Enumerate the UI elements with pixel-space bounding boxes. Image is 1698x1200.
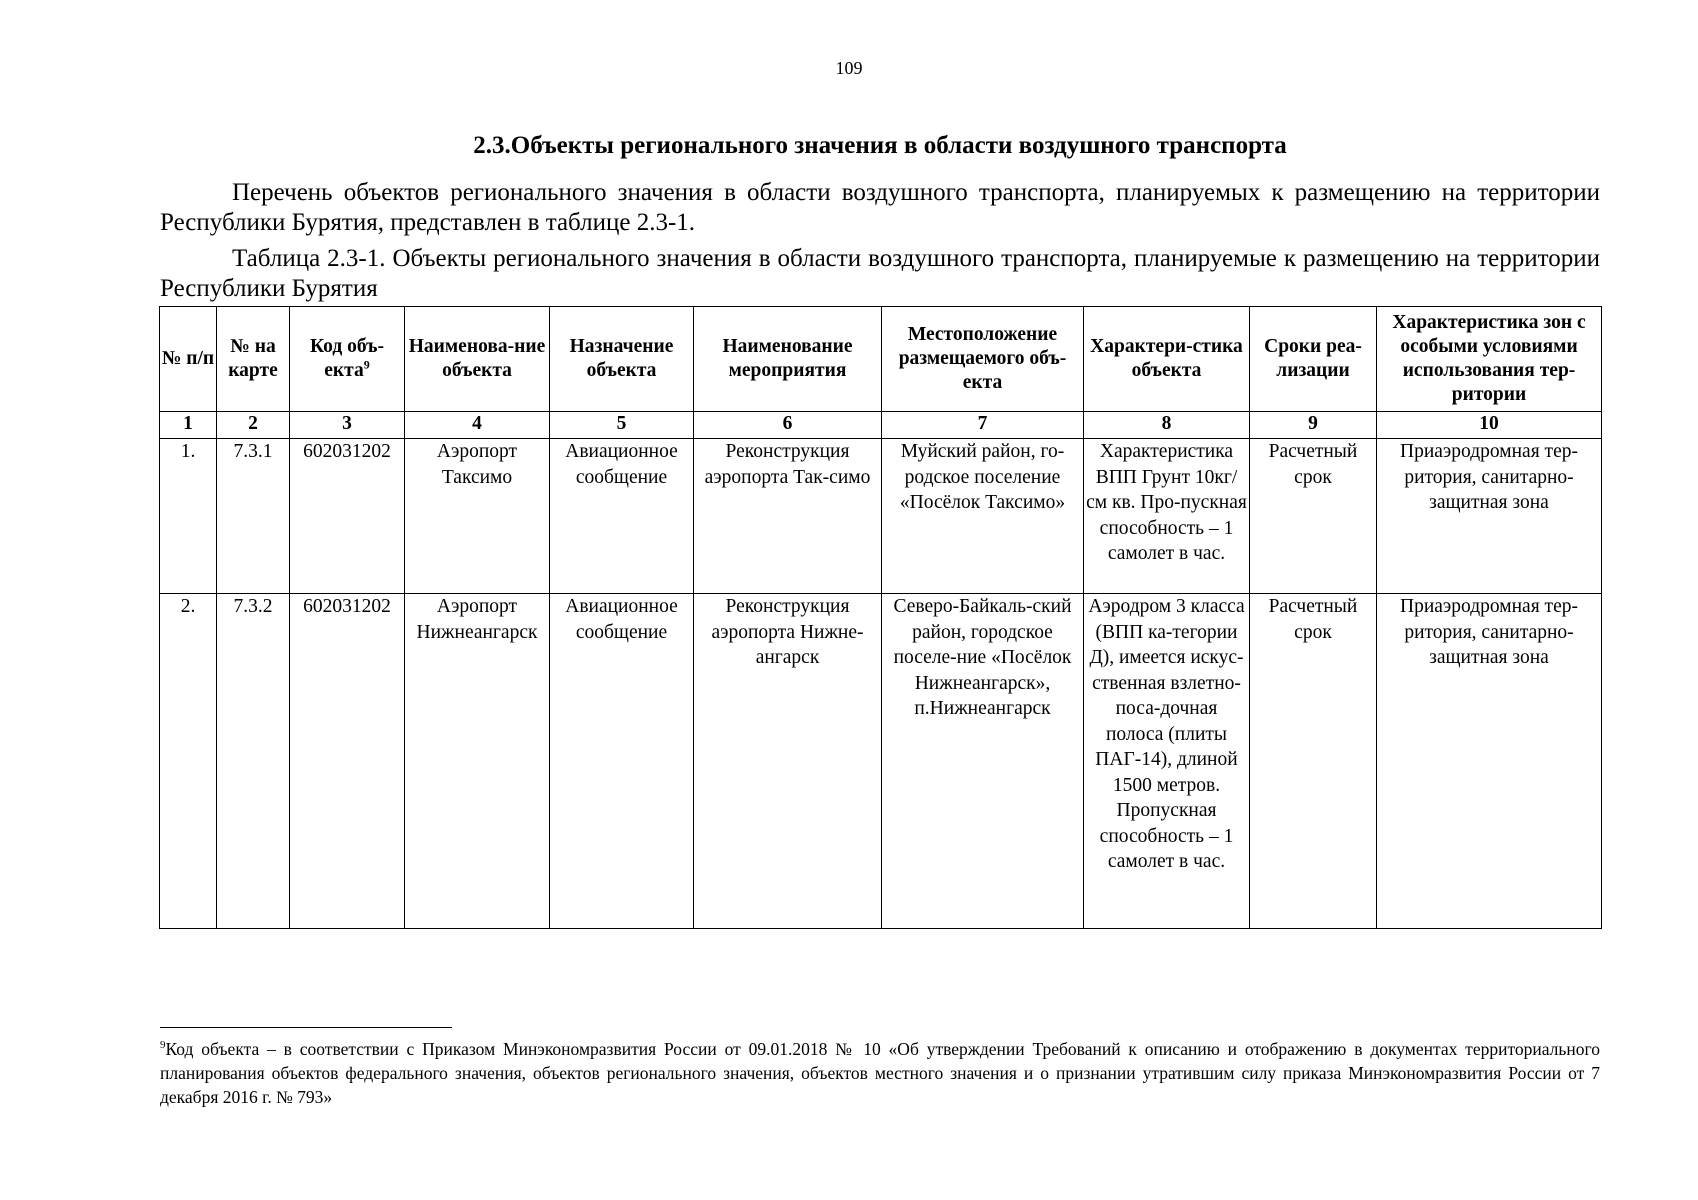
cell-code: 602031202 (290, 594, 405, 929)
column-number: 8 (1084, 412, 1250, 439)
column-number: 9 (1250, 412, 1377, 439)
cell-name: Аэропорт Таксимо (405, 439, 550, 594)
column-number: 7 (882, 412, 1084, 439)
cell-purpose: Авиационное сообщение (550, 439, 694, 594)
cell-code: 602031202 (290, 439, 405, 594)
column-number: 1 (160, 412, 217, 439)
table-row (160, 594, 1602, 929)
cell-number: 1. (160, 439, 217, 594)
cell-purpose: Авиационное сообщение (550, 594, 694, 929)
cell-activity: Реконструкция аэропорта Нижне-ангарск (694, 594, 882, 929)
column-number: 5 (550, 412, 694, 439)
footnote (160, 1037, 1600, 1109)
page-number: 109 (835, 58, 863, 78)
header-object-name: Наименова-ние объекта (405, 307, 550, 412)
header-activity-name: Наименование мероприятия (694, 307, 882, 412)
header-zones: Характеристика зон с особыми условиями использования тер-ритории (1377, 307, 1602, 412)
table-caption: Таблица 2.3-1. Объекты регионального значения в области воздушного транспорта, планируемые к размещению на территории Республики Бурятия (160, 245, 1600, 302)
cell-location: Северо-Байкаль-ский район, городское поселе-ние «Посёлок Нижнеангарск», п.Нижнеангарск (882, 594, 1084, 929)
header-terms: Сроки реа-лизации (1250, 307, 1377, 412)
column-number: 3 (290, 412, 405, 439)
airport-objects-table (159, 306, 1602, 929)
section-title: 2.3.Объекты регионального значения в области воздушного транспорта (473, 132, 1287, 159)
cell-zones: Приаэродромная тер-ритория, санитарно-защитная зона (1377, 594, 1602, 929)
column-number: 6 (694, 412, 882, 439)
cell-characteristics: Характеристика ВПП Грунт 10кг/см кв. Про-пускная способность – 1 самолет в час. (1084, 439, 1250, 594)
header-row-number: № п/п (160, 307, 217, 412)
cell-characteristics: Аэродром 3 класса (ВПП ка-тегории Д), имеется искус-ственная взлетно-поса-дочная полоса (плиты ПАГ-14), длиной 1500 метров. Пропускная способность – 1 самолет в час. (1084, 594, 1250, 929)
footnote-ref: 9 (363, 357, 370, 372)
header-location: Местоположение размещаемого объ-екта (882, 307, 1084, 412)
column-number: 2 (217, 412, 290, 439)
cell-map: 7.3.1 (217, 439, 290, 594)
table-row (160, 439, 1602, 594)
cell-term: Расчетный срок (1250, 439, 1377, 594)
header-object-purpose: Назначение объекта (550, 307, 694, 412)
cell-name: Аэропорт Нижнеангарск (405, 594, 550, 929)
cell-map: 7.3.2 (217, 594, 290, 929)
header-characteristics: Характери-стика объекта (1084, 307, 1250, 412)
column-number: 10 (1377, 412, 1602, 439)
footnote-divider (160, 1027, 452, 1028)
column-number: 4 (405, 412, 550, 439)
cell-location: Муйский район, го-родское поселение «Посёлок Таксимо» (882, 439, 1084, 594)
cell-zones: Приаэродромная тер-ритория, санитарно-защитная зона (1377, 439, 1602, 594)
cell-term: Расчетный срок (1250, 594, 1377, 929)
footnote-text: Код объекта – в соответствии с Приказом Минэкономразвития России от 09.01.2018 № 10 «Об утверждении Требований к описанию и отображению в документах территориального планирования объектов федерального значения, объектов регионального значения, объектов местного значения и о признании утратившим силу приказа Минэкономразвития России от 7 декабря 2016 г. № 793» (160, 1039, 1600, 1107)
header-map-number: № на карте (217, 307, 290, 412)
column-numbers-row (160, 412, 1602, 439)
header-object-code-text: Код объ-екта (310, 336, 384, 381)
cell-number: 2. (160, 594, 217, 929)
cell-activity: Реконструкция аэропорта Так-симо (694, 439, 882, 594)
header-object-code (290, 307, 405, 412)
table-header-row (160, 307, 1602, 412)
intro-paragraph: Перечень объектов регионального значения в области воздушного транспорта, планируемых к размещению на территории Республики Бурятия, представлен в таблице 2.3-1. (160, 179, 1600, 236)
footnote-marker: 9 (160, 1039, 166, 1052)
